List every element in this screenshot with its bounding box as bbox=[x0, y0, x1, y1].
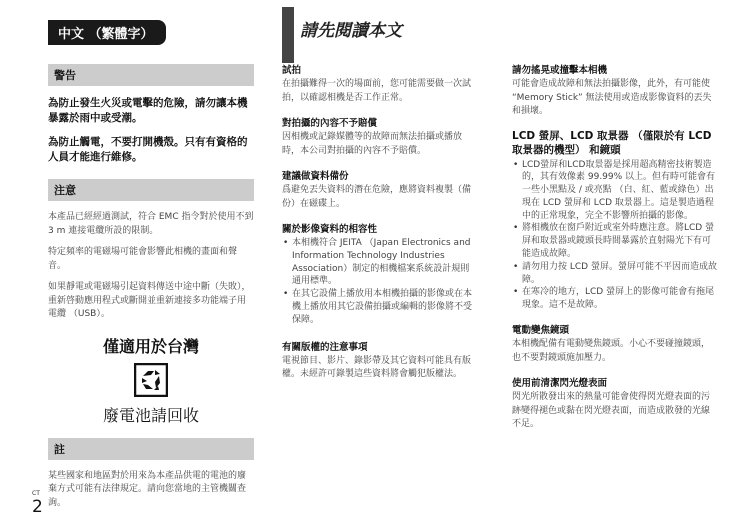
no-compensation-heading: 對拍攝的內容不予賠償 bbox=[282, 118, 378, 129]
language-code: CT bbox=[32, 490, 40, 497]
page-number: 2 bbox=[32, 497, 43, 517]
warning-text-1: 為防止發生火災或電擊的危險，請勿讓本機暴露於雨中或受潮。 bbox=[48, 97, 248, 124]
notice-paragraph-3: 如果靜電或電磁場引起資料傳送中途中斷（失敗），重新啓動應用程式或斷開並重新連接多功能端子用電纜 （USB）。 bbox=[48, 282, 251, 319]
flash-heading: 使用前清潔閃光燈表面 bbox=[512, 378, 608, 390]
notice-paragraph-1: 本產品已經經過測試，符合 EMC 指令對於使用不到 3 m 連接電纜所設的限制。 bbox=[48, 212, 254, 236]
taiwan-only-title: 僅適用於台灣 bbox=[102, 336, 199, 356]
backup-text: 爲避免丟失資料的潛在危險，應將資料複製（備份）在磁碟上。 bbox=[282, 185, 472, 209]
notice-paragraph-2: 特定頻率的電磁場可能會影響此相機的畫面和聲音。 bbox=[48, 247, 238, 271]
list-item: • 在其它設備上播放用本相機拍攝的影像或在本機上播放用其它設備拍攝或編輯的影像將不受保障。 bbox=[292, 288, 478, 326]
language-tab: 中文 （繁體字） bbox=[48, 20, 166, 45]
no-shake-heading: 請勿搖晃或撞擊本相機 bbox=[512, 65, 608, 76]
copyright-heading: 有關版權的注意事項 bbox=[282, 341, 368, 353]
battery-recycle-text: 廢電池請回收 bbox=[102, 405, 199, 425]
zoom-lens-heading: 電動變焦鏡頭 bbox=[512, 325, 570, 337]
warning-heading: 警告 bbox=[48, 64, 254, 86]
warning-text-2: 為防止觸電，不要打開機殼。只有有資格的人員才能進行維修。 bbox=[48, 136, 248, 163]
copyright-text: 電視節目、影片、錄影帶及其它資料可能具有版權。未經許可錄製這些資料將會觸犯版權法。 bbox=[282, 355, 472, 380]
compatibility-heading: 關於影像資料的相容性 bbox=[282, 224, 378, 235]
flash-text: 閃光所散發出來的熱量可能會使得閃光燈表面的污跡變得褪色或黏在閃光燈表面，而造成散發的光線不足。 bbox=[512, 392, 711, 430]
list-item: • LCD螢屏和LCD取景器是採用超高精密技術製造的，其有效像素 99.99% 以上。但有時可能會有一些小黑點及 / 或亮點 （白、紅、藍或綠色）出現在 LCD 螢屏和 LCD 取景器上。這是製造過程中的正常現象，完全不影響所拍攝的影像。 bbox=[522, 159, 718, 223]
column-middle bbox=[282, 62, 478, 390]
compatibility-list bbox=[282, 237, 478, 327]
note-paragraph: 某些國家和地區對於用來為本產品供電的電池的廢棄方式可能有法律規定。請向您當地的主管機關查詢。 bbox=[48, 470, 247, 508]
no-compensation-text: 因相機或記錄媒體等的故障而無法拍攝或播放時，本公司對拍攝的內容不予賠償。 bbox=[282, 132, 463, 156]
backup-heading: 建議做資料備份 bbox=[282, 171, 349, 182]
recycle-icon bbox=[134, 363, 168, 397]
column-left bbox=[48, 64, 254, 518]
note-heading: 註 bbox=[48, 438, 254, 460]
list-item: • 在寒冷的地方，LCD 螢屏上的影像可能會有拖尾現象。這不是故障。 bbox=[522, 286, 718, 312]
page-title: 請先閱讀本文 bbox=[300, 21, 402, 41]
no-shake-text: 可能會造成故障和無法拍攝影像，此外，有可能使 “Memory Stick” 無法使用或造成影像資料的丟失和損壞。 bbox=[512, 79, 712, 116]
list-item: • 請勿用力按 LCD 螢屏。螢屏可能不平因而造成故障。 bbox=[522, 261, 718, 287]
lcd-heading: LCD 螢屏、LCD 取景器 （僅限於有 LCD 取景器的機型） 和鏡頭 bbox=[512, 129, 712, 156]
trial-recording-text: 在拍攝難得一次的場面前，您可能需要做一次試拍，以確認相機是否工作正常。 bbox=[282, 79, 472, 103]
zoom-lens-text: 本相機配備有電動變焦鏡頭。小心不要碰撞鏡頭，也不要對鏡頭施加壓力。 bbox=[512, 339, 711, 363]
title-accent-bar bbox=[282, 7, 294, 63]
notice-heading: 注意 bbox=[48, 179, 254, 201]
column-right bbox=[512, 62, 718, 440]
trial-recording-heading: 試拍 bbox=[282, 65, 302, 76]
list-item: • 將相機放在窗戶附近或室外時應注意。將LCD 螢屏和取景器或鏡頭長時間暴露於直射陽光下有可能造成故障。 bbox=[522, 222, 718, 260]
list-item: • 本相機符合 JEITA （Japan Electronics and Information Technology Industries Association）制定的相機檔案系統設計規則通用標準。 bbox=[292, 237, 478, 288]
lcd-list bbox=[512, 159, 718, 313]
